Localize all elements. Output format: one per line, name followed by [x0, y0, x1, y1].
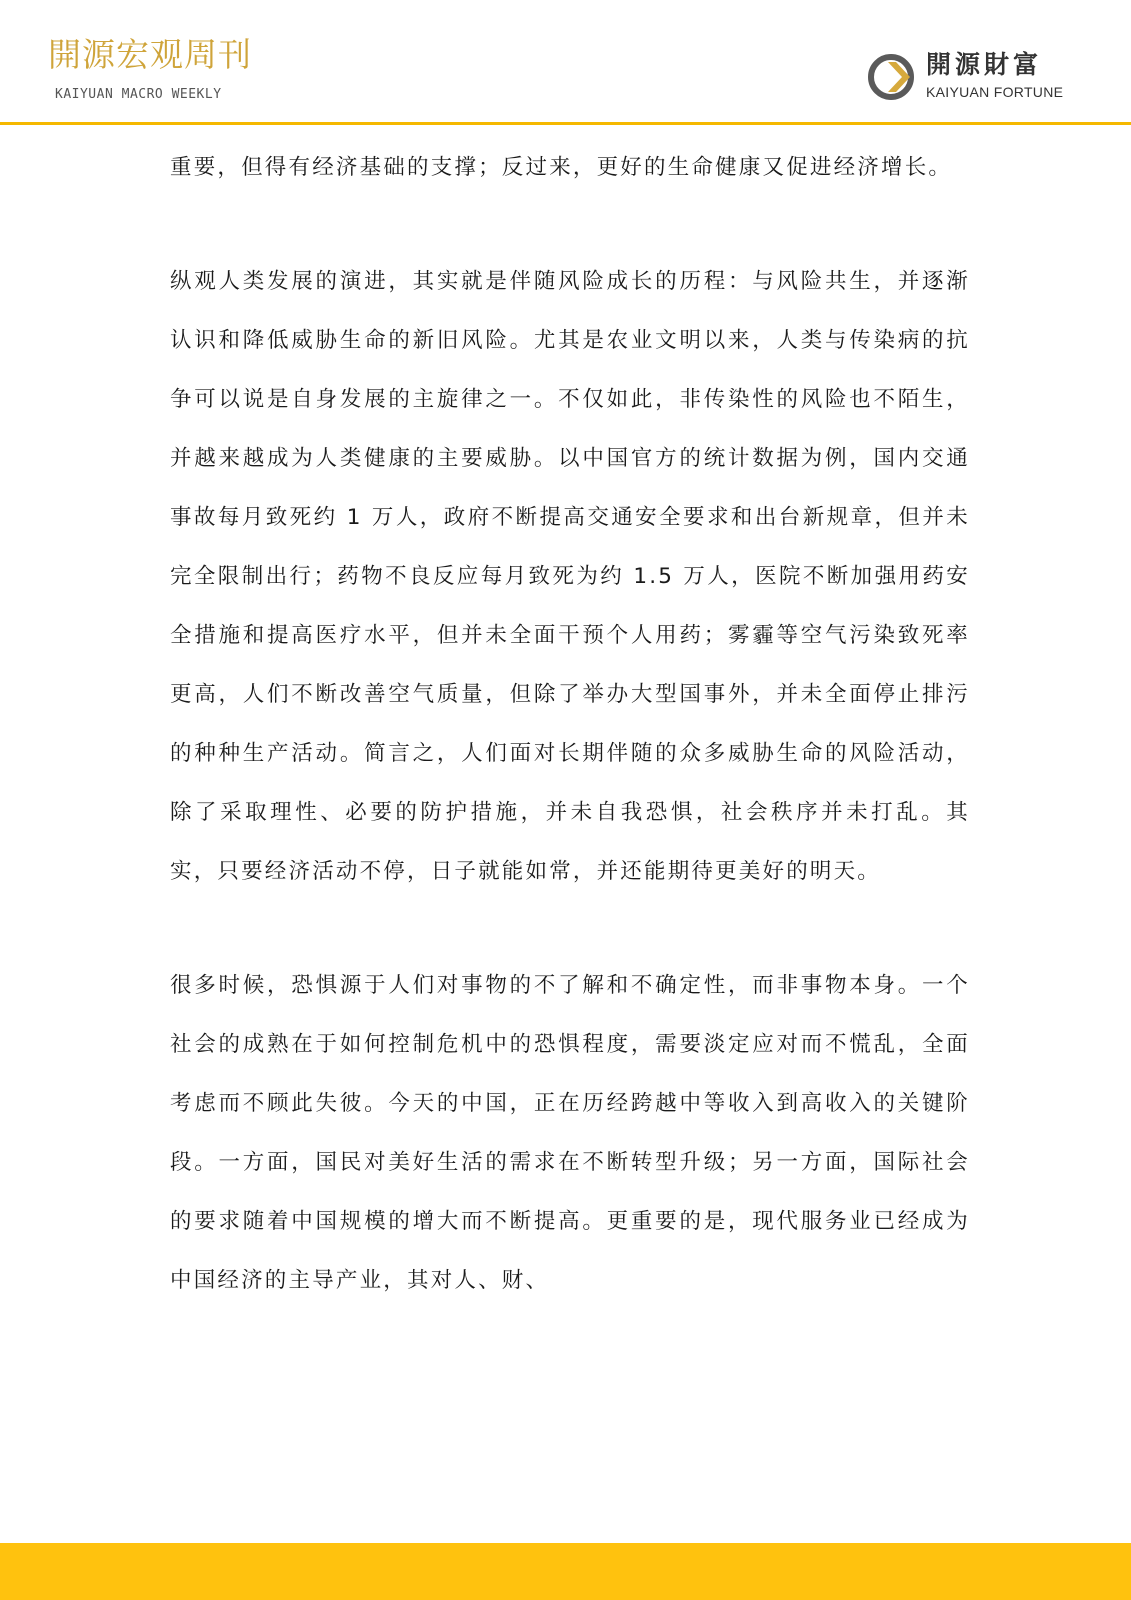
- publication-title-en: KAIYUAN MACRO WEEKLY: [55, 87, 222, 102]
- logo-name-cn: 開源財富: [926, 50, 1043, 79]
- footer-bar: [0, 1543, 1131, 1600]
- company-logo: [866, 52, 1086, 108]
- header-divider: [0, 122, 1131, 125]
- logo-name-en: KAIYUAN FORTUNE: [926, 84, 1064, 100]
- article-body: [170, 138, 970, 1310]
- paragraph: 纵观人类发展的演进，其实就是伴随风险成长的历程：与风险共生，并逐渐认识和降低威胁生命的新旧风险。尤其是农业文明以来，人类与传染病的抗争可以说是自身发展的主旋律之一。不仅如此，非传染性的风险也不陌生，并越来越成为人类健康的主要威胁。以中国官方的统计数据为例，国内交通事故每月致死约 1 万人，政府不断提高交通安全要求和出台新规章，但并未完全限制出行；药物不良反应每月致死为约 1.5 万人，医院不断加强用药安全措施和提高医疗水平，但并未全面干预个人用药；雾霾等空气污染致死率更高，人们不断改善空气质量，但除了举办大型国事外，并未全面停止排污的种种生产活动。简言之，人们面对长期伴随的众多威胁生命的风险活动，除了采取理性、必要的防护措施，并未自我恐惧，社会秩序并未打乱。其实，只要经济活动不停，日子就能如常，并还能期待更美好的明天。: [170, 269, 970, 884]
- paragraph: 重要，但得有经济基础的支撑；反过来，更好的生命健康又促进经济增长。: [170, 155, 953, 180]
- publication-title-cn: 開源宏观周刊: [48, 35, 252, 74]
- kaiyuan-logo-icon: [866, 52, 916, 102]
- page-header: [0, 0, 1131, 124]
- paragraph: 很多时候，恐惧源于人们对事物的不了解和不确定性，而非事物本身。一个社会的成熟在于如何控制危机中的恐惧程度，需要淡定应对而不慌乱，全面考虑而不顾此失彼。今天的中国，正在历经跨越中等收入到高收入的关键阶段。一方面，国民对美好生活的需求在不断转型升级；另一方面，国际社会的要求随着中国规模的增大而不断提高。更重要的是，现代服务业已经成为中国经济的主导产业，其对人、财、: [170, 973, 970, 1293]
